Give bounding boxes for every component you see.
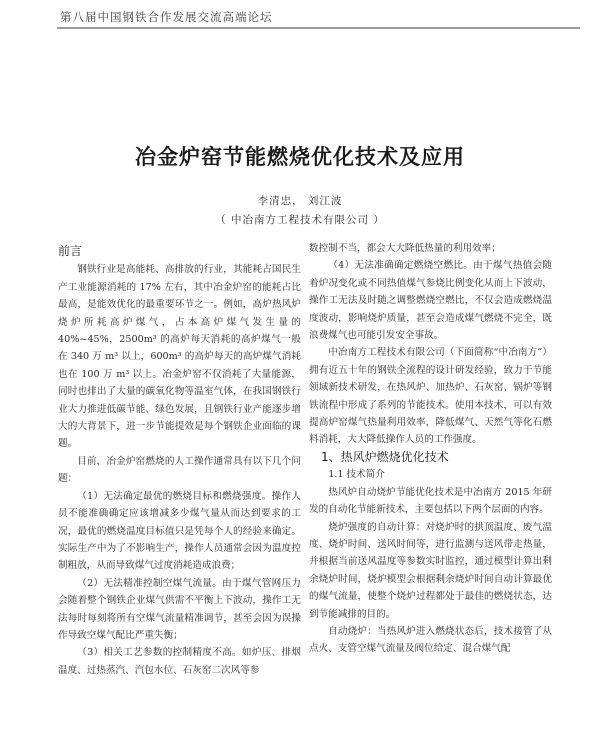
left-column: [58, 240, 301, 679]
paragraph: （4）无法准确确定燃烧空燃比。由于煤气热值会随着炉况变化或不同热值煤气参烧比例变化从而上下波动，操作工无法及时随之调整燃烧空燃比，不仅会造成燃烧温度波动，影响烧炉质量，甚至会造成煤气燃烧不完全，既浪费煤气也可能引发安全事故。: [309, 260, 552, 342]
paragraph: 烧炉强度的自动计算：对烧炉时的拱顶温度、废气温度、烧炉时间、送风时间等，进行监测与送风带走热量，并根据当前送风温度等参数实时监控，通过模型计算出剩余烧炉时间，烧炉模型会根据剩余烧炉时间自动计算最优的煤气流量，使整个烧炉过程都处于最佳的燃烧状态，达到节能减排的目的。: [309, 521, 552, 620]
paragraph: （2）无法精准控制空煤气流量。由于煤气管网压力会随着整个钢铁企业煤气供需不平衡上下波动，操作工无法每时每刻将所有空煤气流量精准调节，甚至会因为误操作导致空煤气配比严重失衡；: [58, 577, 301, 641]
paragraph: 目前，冶金炉窑燃烧的人工操作通常具有以下几个问题：: [58, 455, 301, 485]
paragraph: 中冶南方工程技术有限公司（下面简称“中冶南方”）拥有近五十年的钢铁全流程的设计研发经验，致力于节能领域新技术研发，在热风炉、加热炉、石灰窑、锅炉等钢铁流程中形成了系列的节能技术。使用本技术，可以有效提高炉窑煤气热量利用效率，降低煤气、天然气等化石燃料消耗，大大降低操作人员的工作强度。: [309, 347, 552, 446]
paragraph-continuation: 数控制不当，都会大大降低热量的利用效率；: [309, 243, 501, 254]
affiliation: （ 中冶南方工程技术有限公司 ）: [215, 214, 385, 226]
section-heading-preface: 前言: [58, 244, 83, 258]
section-heading: 1、热风炉燃烧优化技术: [321, 449, 449, 464]
running-header: 第八届中国钢铁合作发展交流高端论坛: [60, 10, 273, 24]
paragraph: 热风炉自动烧炉节能优化技术是中冶南方 2015 年研发的自动化节能新技术，主要包括以下两个层面的内容。: [309, 486, 552, 516]
paragraph: （3）相关工艺参数的控制精度不高。如炉压、排烟温度、过热蒸汽、汽包水位、石灰窑二次风等参: [58, 647, 301, 676]
paragraph: 自动烧炉：当热风炉进入燃烧状态后，技术接管了从点火、支管空煤气流量及阀位给定、混合煤气配: [309, 625, 552, 655]
paragraph: （1）无法确定最优的燃烧目标和燃烧强度。操作人员不能准确确定应该增减多少煤气量从而达到要求的工况，最优的燃烧温度目标值只是凭每个人的经验来确定。实际生产中为了不影响生产，操作人员通常会因为温度控制粗放，从而导致煤气过度消耗造成浪费；: [58, 490, 301, 572]
right-column: [309, 240, 552, 658]
header-rule: [57, 27, 580, 29]
paper-title: 冶金炉窑节能燃烧优化技术及应用: [135, 145, 465, 169]
subsection-heading: 1.1 技术简介: [328, 469, 385, 481]
authors: 李清忠， 刘江波: [257, 195, 343, 207]
paragraph: 钢铁行业是高能耗、高排放的行业，其能耗占国民生产工业能源消耗的 17% 左右，其中冶金炉窑的能耗占比最高，是能效优化的最重要环节之一。例如，高炉热风炉烧炉所耗高炉煤气，占本高炉煤气发生量的 40%~45%，2500m³ 的高炉每天消耗的高炉煤气一般在 340 万 m³ 以上，600m³ 的高炉每天的高炉煤气消耗也在 100 万 m³ 以上。冶金炉窑不仅消耗了大量能源，同时也排出了大量的碳氧化物等温室气体，在我国钢铁行业大力推进低碳节能、绿色发展，且钢铁行业产能逐步增大的大背景下，进一步节能提效是每个钢铁企业面临的课题。: [58, 264, 301, 450]
